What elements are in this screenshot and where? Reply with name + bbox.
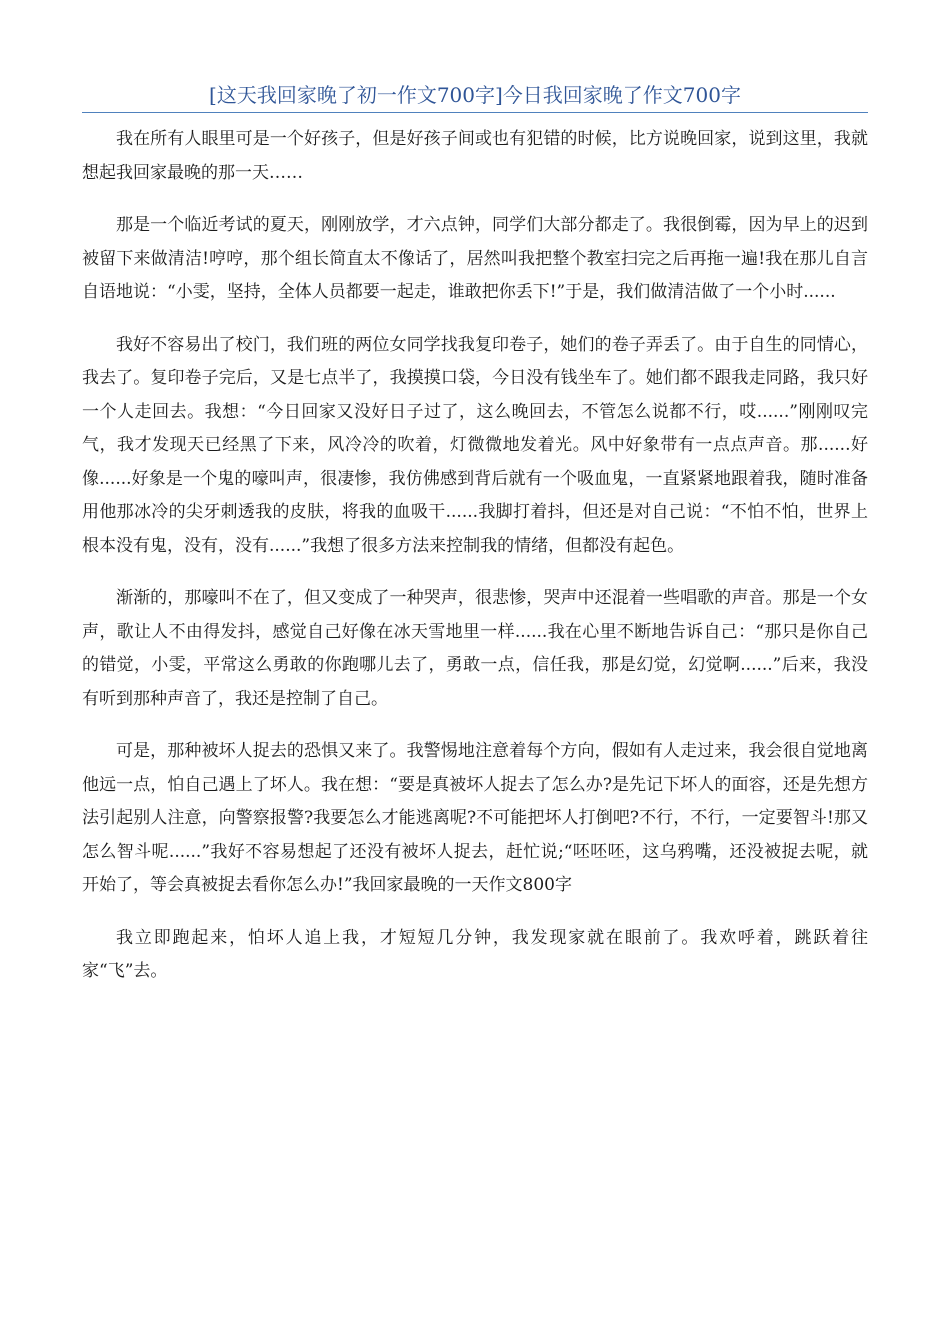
paragraph-5: 可是，那种被坏人捉去的恐惧又来了。我警惕地注意着每个方向，假如有人走过来，我会很自觉地离他远一点，怕自己遇上了坏人。我在想：“要是真被坏人捉去了怎么办?是先记下坏人的面容，还是先想方法引起别人注意，向警察报警?我要怎么才能逃离呢?不可能把坏人打倒吧?不行，不行，一定要智斗!那又怎么智斗呢......”我好不容易想起了还没有被坏人捉去，赶忙说;“呸呸呸，这乌鸦嘴，还没被捉去呢，就开始了，等会真被捉去看你怎么办!”我回家最晚的一天作文800字 bbox=[82, 741, 868, 895]
paragraph-1: 我在所有人眼里可是一个好孩子，但是好孩子间或也有犯错的时候，比方说晚回家，说到这里，我就想起我回家最晚的那一天…… bbox=[82, 129, 868, 183]
paragraph-4: 渐渐的，那嚎叫不在了，但又变成了一种哭声，很悲惨，哭声中还混着一些唱歌的声音。那是一个女声，歌让人不由得发抖，感觉自己好像在冰天雪地里一样......我在心里不断地告诉自己：“那只是你自己的错觉，小雯，平常这么勇敢的你跑哪儿去了，勇敢一点，信任我，那是幻觉，幻觉啊......”后来，我没有听到那种声音了，我还是控制了自己。 bbox=[82, 588, 868, 709]
paragraph-6: 我立即跑起来，怕坏人追上我，才短短几分钟，我发现家就在眼前了。我欢呼着，跳跃着往家“飞”去。 bbox=[82, 927, 868, 981]
document-title: [这天我回家晚了初一作文700字]今日我回家晚了作文700字 bbox=[82, 80, 868, 113]
paragraph-2: 那是一个临近考试的夏天，刚刚放学，才六点钟，同学们大部分都走了。我很倒霉，因为早上的迟到被留下来做清洁!哼哼，那个组长简直太不像话了，居然叫我把整个教室扫完之后再拖一遍!我在那儿自言自语地说：“小雯，坚持，全体人员都要一起走，谁敢把你丢下!”于是，我们做清洁做了一个小时...... bbox=[82, 215, 868, 302]
document-body bbox=[82, 123, 868, 1008]
paragraph-3: 我好不容易出了校门，我们班的两位女同学找我复印卷子，她们的卷子弄丢了。由于自生的同情心，我去了。复印卷子完后，又是七点半了，我摸摸口袋，今日没有钱坐车了。她们都不跟我走同路，我只好一个人走回去。我想：“今日回家又没好日子过了，这么晚回去，不管怎么说都不行，哎......”刚刚叹完气，我才发现天已经黑了下来，风冷冷的吹着，灯微微地发着光。风中好象带有一点点声音。那......好像......好象是一个鬼的嚎叫声，很凄惨，我仿佛感到背后就有一个吸血鬼，一直紧紧地跟着我，随时准备用他那冰冷的尖牙刺透我的皮肤，将我的血吸干......我脚打着抖，但还是对自己说：“不怕不怕，世界上根本没有鬼，没有，没有......”我想了很多方法来控制我的情绪，但都没有起色。 bbox=[82, 334, 868, 556]
